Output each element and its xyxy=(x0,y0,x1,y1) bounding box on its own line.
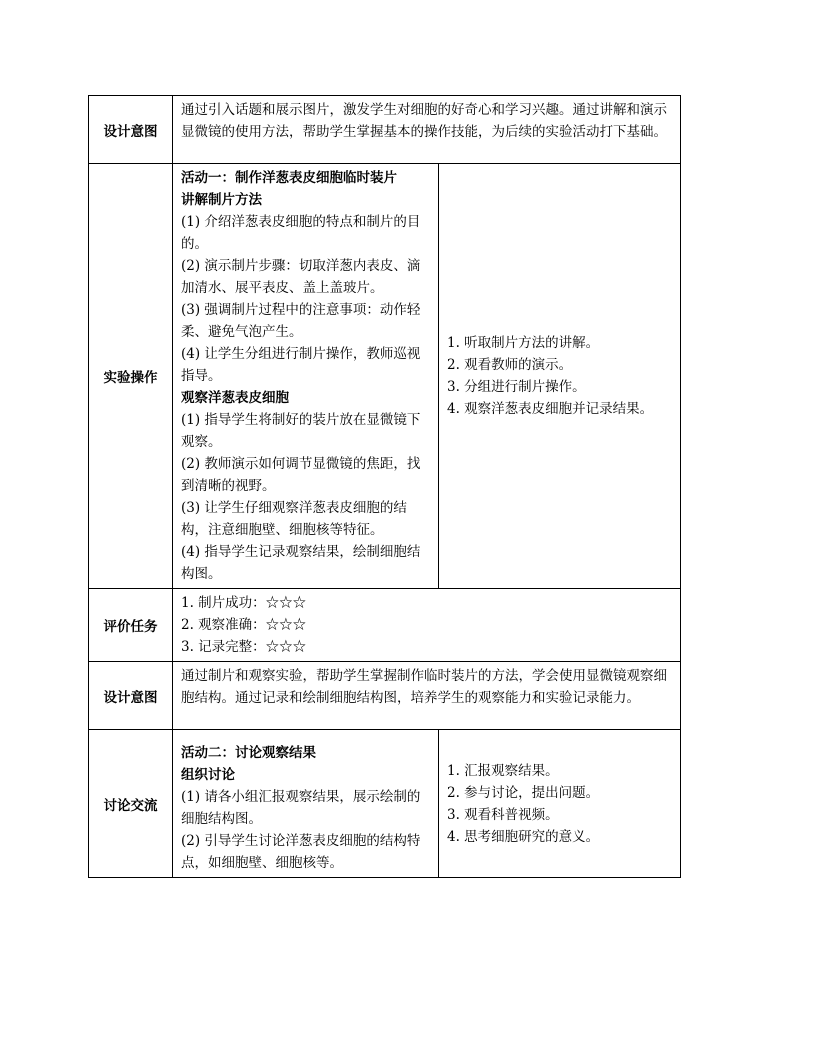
evaluation-cell xyxy=(173,589,681,662)
list-item: 3. 记录完整：☆☆☆ xyxy=(181,639,307,655)
list-item: (3) 强调制片过程中的注意事项：动作轻柔、避免气泡产生。 xyxy=(181,302,421,340)
section-title: 组织讨论 xyxy=(181,767,235,783)
design-intent-text-cell xyxy=(173,662,681,730)
table-row-design-intent-2 xyxy=(89,662,681,730)
row-label: 讨论交流 xyxy=(89,730,173,878)
table-row-evaluation xyxy=(89,589,681,662)
list-item: 3. 观看科普视频。 xyxy=(447,806,559,823)
list-item: 3. 分组进行制片操作。 xyxy=(447,379,586,395)
design-intent-text-cell xyxy=(173,96,681,164)
row-label: 设计意图 xyxy=(89,662,173,730)
section-title: 讲解制片方法 xyxy=(181,192,262,208)
lesson-plan-table xyxy=(88,95,681,878)
table-row-experiment xyxy=(89,164,681,589)
table-row-design-intent-1 xyxy=(89,96,681,164)
row-label: 评价任务 xyxy=(89,589,173,662)
list-item: 4. 观察洋葱表皮细胞并记录结果。 xyxy=(447,401,654,417)
list-item: (1) 介绍洋葱表皮细胞的特点和制片的目的。 xyxy=(181,214,421,252)
list-item: 4. 思考细胞研究的意义。 xyxy=(447,828,600,845)
list-item: (4) 让学生分组进行制片操作，教师巡视指导。 xyxy=(181,346,421,384)
list-item: 2. 观察准确：☆☆☆ xyxy=(181,617,307,633)
list-item: 1. 制片成功：☆☆☆ xyxy=(181,595,307,611)
design-intent-text: 通过制片和观察实验，帮助学生掌握制作临时装片的方法，学会使用显微镜观察细胞结构。通过记录和绘制细胞结构图，培养学生的观察能力和实验记录能力。 xyxy=(181,668,667,706)
design-intent-text: 通过引入话题和展示图片，激发学生对细胞的好奇心和学习兴趣。通过讲解和演示显微镜的使用方法，帮助学生掌握基本的操作技能，为后续的实验活动打下基础。 xyxy=(181,102,667,140)
list-item: 2. 观看教师的演示。 xyxy=(447,357,573,373)
list-item: (1) 指导学生将制好的装片放在显微镜下观察。 xyxy=(181,412,421,450)
section-title: 观察洋葱表皮细胞 xyxy=(181,390,289,406)
list-item: 2. 参与讨论，提出问题。 xyxy=(447,784,600,801)
list-item: (2) 教师演示如何调节显微镜的焦距，找到清晰的视野。 xyxy=(181,456,421,494)
list-item: (3) 让学生仔细观察洋葱表皮细胞的结构，注意细胞壁、细胞核等特征。 xyxy=(181,500,407,538)
list-item: (2) 演示制片步骤：切取洋葱内表皮、滴加清水、展平表皮、盖上盖玻片。 xyxy=(181,258,421,296)
activity-title: 活动一：制作洋葱表皮细胞临时装片 xyxy=(181,170,397,186)
table-row-discussion xyxy=(89,730,681,878)
student-activity-cell xyxy=(439,730,681,878)
list-item: 1. 汇报观察结果。 xyxy=(447,762,559,779)
activity-title: 活动二：讨论观察结果 xyxy=(181,745,316,761)
row-label: 设计意图 xyxy=(89,96,173,164)
list-item: 1. 听取制片方法的讲解。 xyxy=(447,335,600,351)
list-item: (2) 引导学生讨论洋葱表皮细胞的结构特点，如细胞壁、细胞核等。 xyxy=(181,833,421,871)
list-item: (1) 请各小组汇报观察结果，展示绘制的细胞结构图。 xyxy=(181,789,421,827)
list-item: (4) 指导学生记录观察结果，绘制细胞结构图。 xyxy=(181,544,421,582)
student-activity-cell xyxy=(439,164,681,589)
row-label: 实验操作 xyxy=(89,164,173,589)
teacher-activity-cell xyxy=(173,164,439,589)
teacher-activity-cell xyxy=(173,730,439,878)
